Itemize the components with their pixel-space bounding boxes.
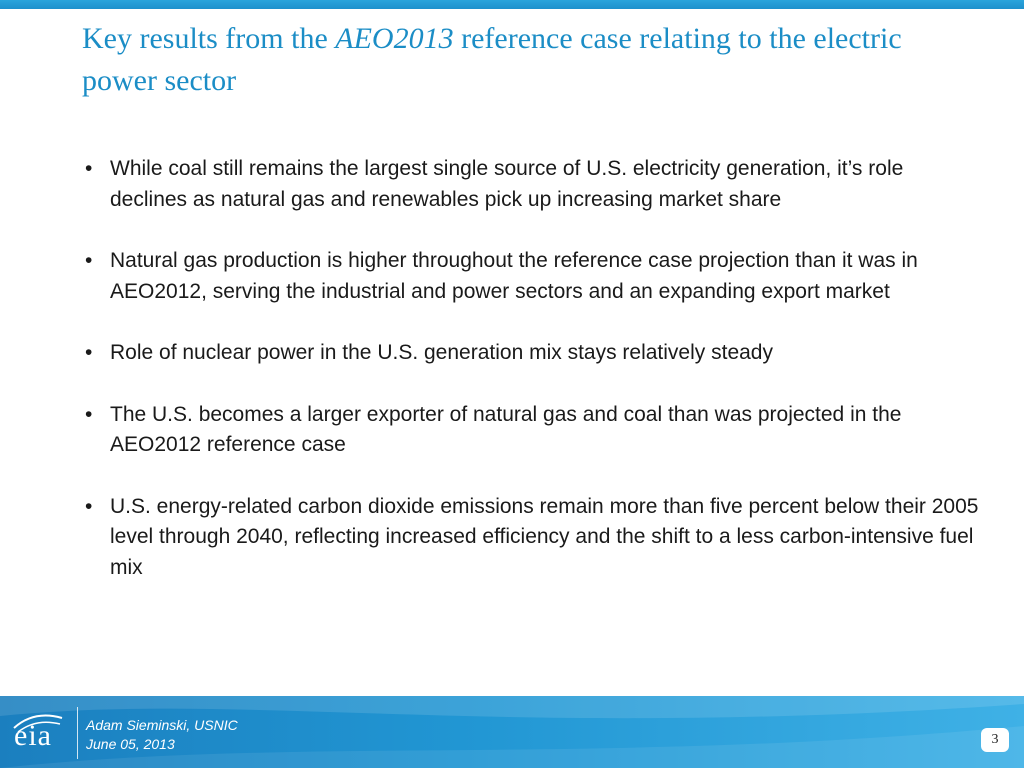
bullet-dot-icon: • bbox=[85, 341, 93, 364]
bullet-item bbox=[82, 338, 982, 369]
bullet-dot-icon: • bbox=[85, 249, 93, 272]
bullet-dot-icon: • bbox=[85, 402, 93, 426]
presenter-name: Adam Sieminski, USNIC bbox=[86, 717, 238, 733]
page-number: 3 bbox=[981, 728, 1009, 752]
eia-logo: eia bbox=[14, 719, 52, 752]
title-text-end: reference case relating to the electric power sector bbox=[82, 22, 902, 97]
bullet-text: Role of nuclear power in the U.S. generation mix stays relatively steady bbox=[110, 341, 773, 364]
presenter-info bbox=[86, 716, 238, 754]
bullet-text: While coal still remains the largest single source of U.S. electricity generation, it’s role declines as natural gas and renewables pick up increasing market share bbox=[110, 157, 904, 211]
bullet-item bbox=[82, 400, 982, 461]
bullet-item bbox=[82, 154, 982, 215]
bullet-text: Natural gas production is higher throughout the reference case projection than it was in AEO2012, serving the industrial and power sectors and an expanding export market bbox=[110, 249, 918, 303]
top-accent-bar bbox=[0, 0, 1024, 9]
bullet-item bbox=[82, 492, 982, 584]
title-report-name: AEO2013 bbox=[335, 22, 454, 55]
footer-divider bbox=[77, 707, 78, 759]
bullet-dot-icon: • bbox=[85, 494, 93, 518]
title-text-start: Key results from the bbox=[82, 22, 336, 55]
slide-title bbox=[82, 18, 982, 102]
bullet-item bbox=[82, 246, 982, 307]
bullet-dot-icon: • bbox=[85, 157, 93, 180]
bullet-list bbox=[82, 154, 982, 614]
bullet-text: U.S. energy-related carbon dioxide emissions remain more than five percent below their 2005 level through 2040, reflecting increased efficiency and the shift to a less carbon-intensive fuel mix bbox=[110, 494, 979, 579]
presentation-date: June 05, 2013 bbox=[86, 736, 175, 752]
bullet-text: The U.S. becomes a larger exporter of natural gas and coal than was projected in the AEO2012 reference case bbox=[110, 402, 902, 456]
